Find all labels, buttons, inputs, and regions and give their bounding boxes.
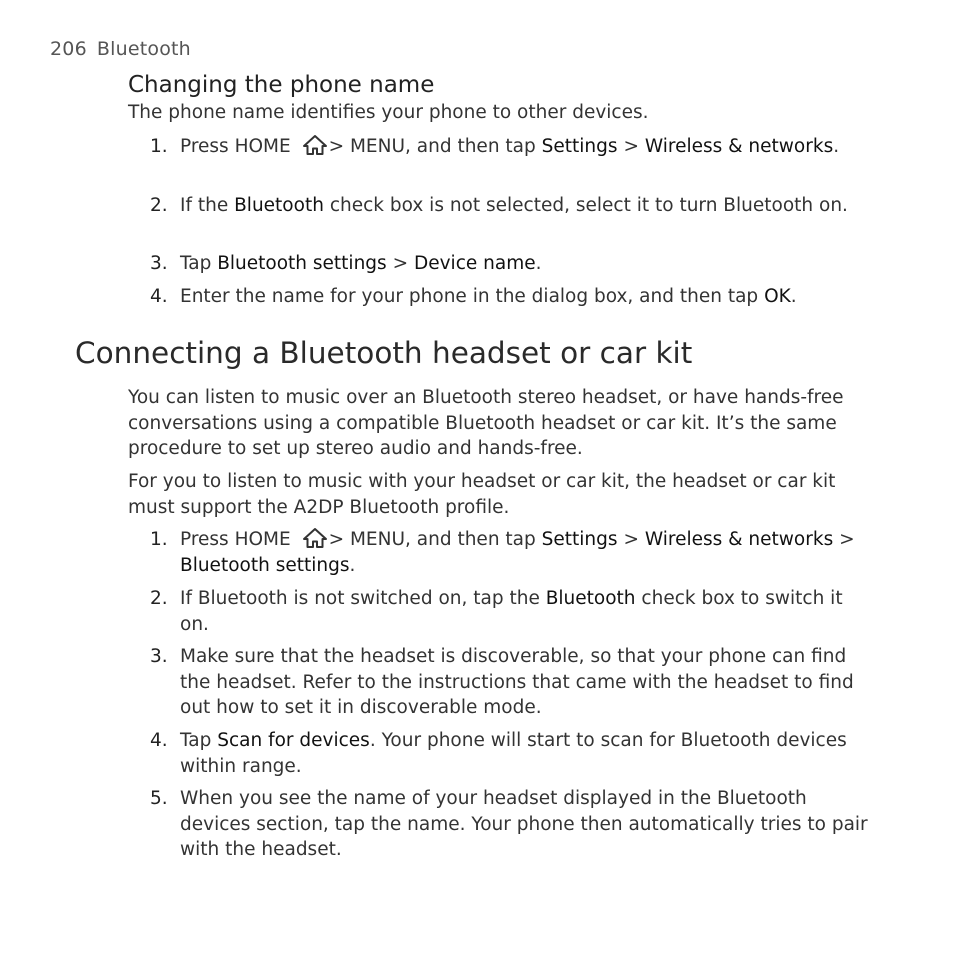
step-text-part: Press HOME [180,529,291,550]
headset-step-3 [150,644,870,721]
step-number: 4. [150,286,168,307]
phone-name-step-1 [150,134,870,160]
step-text-part: check box is not selected, select it to turn Bluetooth on. [329,195,848,216]
headset-paragraph-1: You can listen to music over an Bluetooth stereo headset, or have hands-free conversations using a compatible Bluetooth headset or car kit. It’s the same procedure to set up stereo audio and hands-free. [128,387,844,459]
ui-bluetooth: Bluetooth [545,588,636,609]
step-text-part: > MENU, and then tap [328,136,536,157]
headset-step-5 [150,786,870,863]
phone-name-step-2 [150,193,870,219]
ui-settings: Settings [541,136,618,157]
separator: > [392,253,409,274]
headset-step-1 [150,527,870,578]
punctuation: . [790,286,797,307]
phone-name-intro: The phone name identifies your phone to other devices. [128,102,649,123]
ui-bluetooth-settings: Bluetooth settings [180,554,350,576]
step-text [180,134,870,160]
ui-bluetooth: Bluetooth [234,195,324,216]
separator: > [839,529,855,550]
step-number: 4. [150,730,168,751]
step-number: 2. [150,588,168,609]
step-text [180,527,870,578]
step-text [180,251,870,277]
ui-scan-for-devices: Scan for devices [217,730,370,751]
headset-step-2 [150,586,870,637]
step-text [180,284,870,310]
step-number: 2. [150,195,168,216]
phone-name-step-4 [150,284,870,310]
step-text: Make sure that the headset is discoverable, so that your phone can find the headset. Refer to the instructions that came with the headset to find out how to set it in discoverable mode. [180,646,854,718]
step-text-part: > MENU, and then tap [328,529,536,550]
separator: > [623,136,639,157]
step-text [180,586,870,637]
ui-ok: OK [764,286,791,307]
home-icon [302,527,328,549]
punctuation: . [535,253,542,274]
headset-step-4 [150,728,870,779]
page-number: 206 [50,38,87,60]
step-number: 5. [150,788,168,809]
step-text-part: . Your phone will start to scan for Bluetooth devices within range. [180,730,847,777]
ui-settings: Settings [541,529,618,550]
ui-wireless-networks: Wireless & networks [644,529,834,550]
headset-paragraph-2: For you to listen to music with your headset or car kit, the headset or car kit must support the A2DP Bluetooth profile. [128,471,836,518]
ui-device-name: Device name [413,253,536,274]
phone-name-step-3 [150,251,870,277]
step-text-part: check box to switch it on. [180,588,843,635]
headset-heading: Connecting a Bluetooth headset or car kit [75,336,693,370]
step-number: 3. [150,646,168,667]
step-text-part: If the [180,195,229,216]
ui-bluetooth-settings: Bluetooth settings [217,253,387,274]
home-icon [302,134,328,156]
step-text [180,193,870,219]
step-text-part: Tap [180,730,212,751]
step-number: 1. [150,136,168,157]
step-text-part: Enter the name for your phone in the dialog box, and then tap [180,286,759,307]
step-text-part: If Bluetooth is not switched on, tap the [180,588,540,609]
step-number: 1. [150,529,168,550]
punctuation: . [833,136,840,157]
section-name: Bluetooth [96,38,191,60]
step-text [180,728,870,779]
step-number: 3. [150,253,168,274]
step-text-part: Tap [180,253,212,274]
phone-name-heading: Changing the phone name [128,72,435,98]
punctuation: . [349,554,356,576]
step-text-part: Press HOME [180,136,291,157]
step-text: When you see the name of your headset displayed in the Bluetooth devices section, tap the name. Your phone then automatically tries to pair with the headset. [180,788,868,860]
ui-wireless-networks: Wireless & networks [644,136,834,157]
separator: > [623,529,639,550]
running-header [50,38,191,60]
